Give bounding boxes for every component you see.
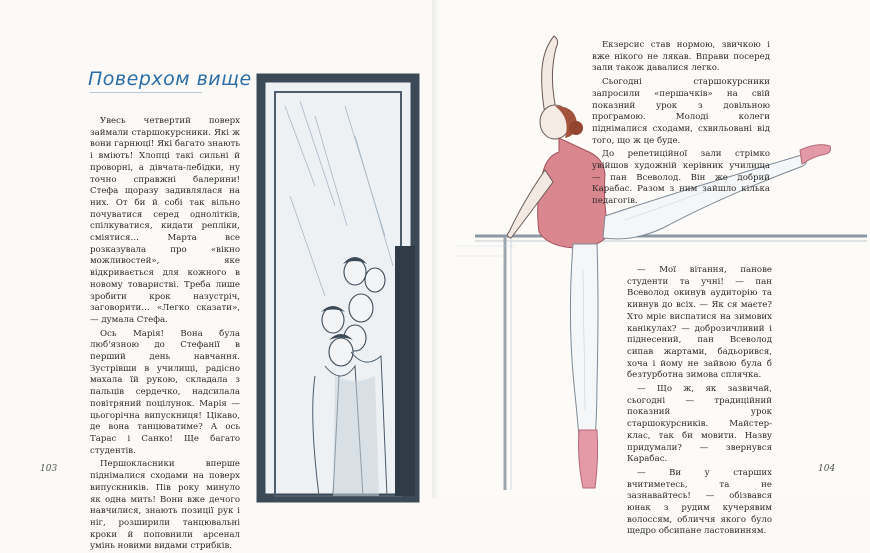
page-number-right: 104 (818, 464, 836, 474)
right-top-text-column (592, 40, 770, 208)
paragraph: — Ви у старших вчитиметесь, та не зазнавайтесь! — обізвався юнак з рудим кучерявим волоссям, обличчя якого було щедро обсипане ластовинням. (627, 467, 772, 537)
paragraph: Першокласники вперше піднімалися сходами на поверх випускників. Пів року минуло як одна мить! Вони вже дечого навчилися, знають позиції рук і ніг, розширили танцювальні кроки й поповнили арсенал умінь новими видами стрибків. (90, 459, 240, 552)
paragraph: Увесь четвертий поверх займали старшокурсники. Які ж вони гарнюці! Які багато знають і вміють! Хлопці такі сильні й проворні, а дівчата-лебідки, ну точно справжні балерини! Стефа щоразу задивлялася на них. От би й собі так вільно почуватися серед однолітків, спілкуватися, кидати репліки, сміятися… Марта все розказувала про «вікно можливостей», яке відкривається для кожного в новому товаристві. Треба лише зробити крок назустріч, заговорити… «Легко сказати», — думала Стефа. (90, 116, 240, 325)
paragraph: Екзерсис став нормою, звичкою і вже нікого не лякав. Вправи посеред зали також давалися легко. (592, 40, 770, 74)
paragraph: — Що ж, як зазвичай, сьогодні — традиційний показний урок старшокурсників. Майстер-клас, так би мовити. Назву придумали? — звернувся Карабас. (627, 384, 772, 465)
paragraph: — Мої вітання, панове студенти та учні! — пан Всеволод окинув аудиторію та кивнув до всіх. — Як ся маєте? Хто мріє виспатися на зимових канікулах? — доброзичливий і піднесений, пан Всеволод сипав жартами, бадьорився, хоча і йому не зайвою була б безтурботна зимова сплячка. (627, 265, 772, 381)
left-text-column (90, 116, 240, 553)
paragraph: Ось Марія! Вона була люб'язною до Стефанії в перший день навчання. Зустрівши в училищі, радісно махала їй рукою, складала з пальців сердечко, надсилала повітряний поцілунок. Марія — цьогорічна випускниця! Цікаво, де вона танцюватиме? А ось Тарас і Санко! Ще багато студентів. (90, 328, 240, 456)
door-illustration (255, 76, 425, 498)
right-bottom-text-column (627, 265, 772, 538)
title-flourish (90, 92, 202, 93)
book-gutter (432, 0, 440, 498)
paragraph: Сьогодні старшокурсники запросили «першачків» на свій показний урок з довільною програмою. Молоді колеги піднімалися сходами, схвильовані від того, що ж це буде. (592, 77, 770, 146)
page-number-left: 103 (40, 464, 58, 474)
chapter-title: Поверхом вище (88, 68, 252, 90)
paragraph: До репетиційної зали стрімко увійшов художній керівник училища — пан Всеволод. Він же добрий Карабас. Разом з ним зайшло кілька педагогів. (592, 149, 770, 207)
